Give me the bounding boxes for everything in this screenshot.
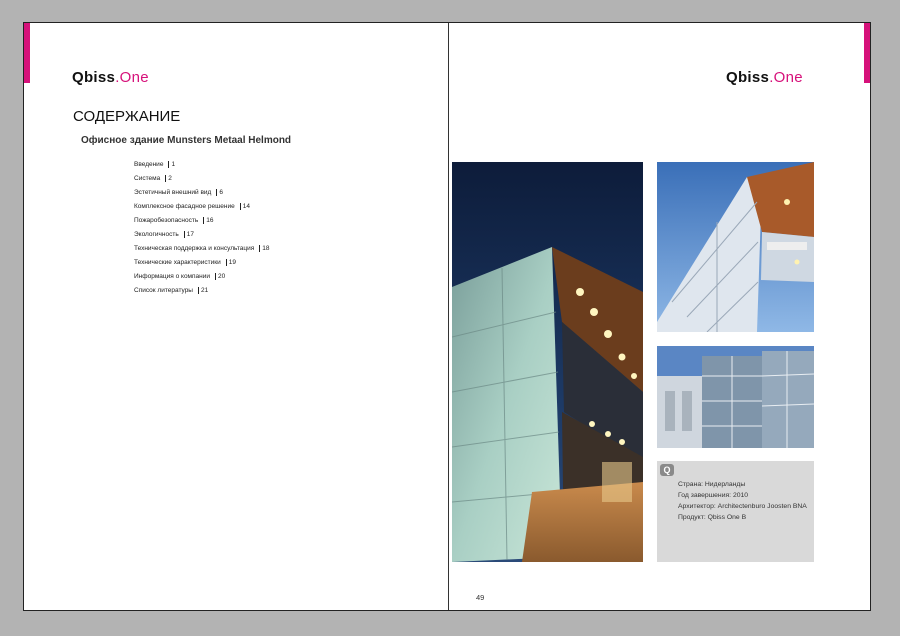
- toc-item[interactable]: Система 2: [134, 175, 172, 182]
- toc-item[interactable]: Пожаробезопасность 16: [134, 217, 214, 224]
- toc-item[interactable]: Введение 1: [134, 161, 176, 168]
- table-of-contents: [134, 158, 270, 298]
- brand-logo-left: Qbiss.One: [72, 69, 149, 86]
- q-logo-icon: Q: [660, 464, 674, 476]
- brochure-spread: [23, 22, 871, 611]
- building-photo-night: [452, 162, 643, 562]
- toc-title: СОДЕРЖАНИЕ: [73, 108, 181, 125]
- info-country: Страна: Нидерланды: [678, 481, 746, 488]
- toc-item[interactable]: Техническая поддержка и консультация 18: [134, 245, 270, 252]
- info-architect: Архитектор: Architectenburo Joosten BNA: [678, 503, 807, 510]
- page-fold: [448, 23, 449, 610]
- accent-bar-right: [864, 23, 870, 83]
- toc-item[interactable]: Экологичность 17: [134, 231, 194, 238]
- info-year: Год завершения: 2010: [678, 492, 749, 499]
- toc-subtitle: Офисное здание Munsters Metaal Helmond: [81, 135, 292, 146]
- building-photo-street: [657, 346, 814, 448]
- info-product: Продукт: Qbiss One B: [678, 514, 747, 521]
- project-info-box: [657, 461, 814, 562]
- accent-bar-left: [24, 23, 30, 83]
- brand-logo-right: Qbiss.One: [726, 69, 803, 86]
- toc-item[interactable]: Эстетичный внешний вид 6: [134, 189, 223, 196]
- toc-item[interactable]: Технические характеристики 19: [134, 259, 236, 266]
- toc-item[interactable]: Комплексное фасадное решение 14: [134, 203, 250, 210]
- building-photo-facade: [657, 162, 814, 332]
- toc-item[interactable]: Список литературы 21: [134, 287, 209, 294]
- toc-item[interactable]: Информация о компании 20: [134, 273, 226, 280]
- page-number: 49: [476, 593, 485, 602]
